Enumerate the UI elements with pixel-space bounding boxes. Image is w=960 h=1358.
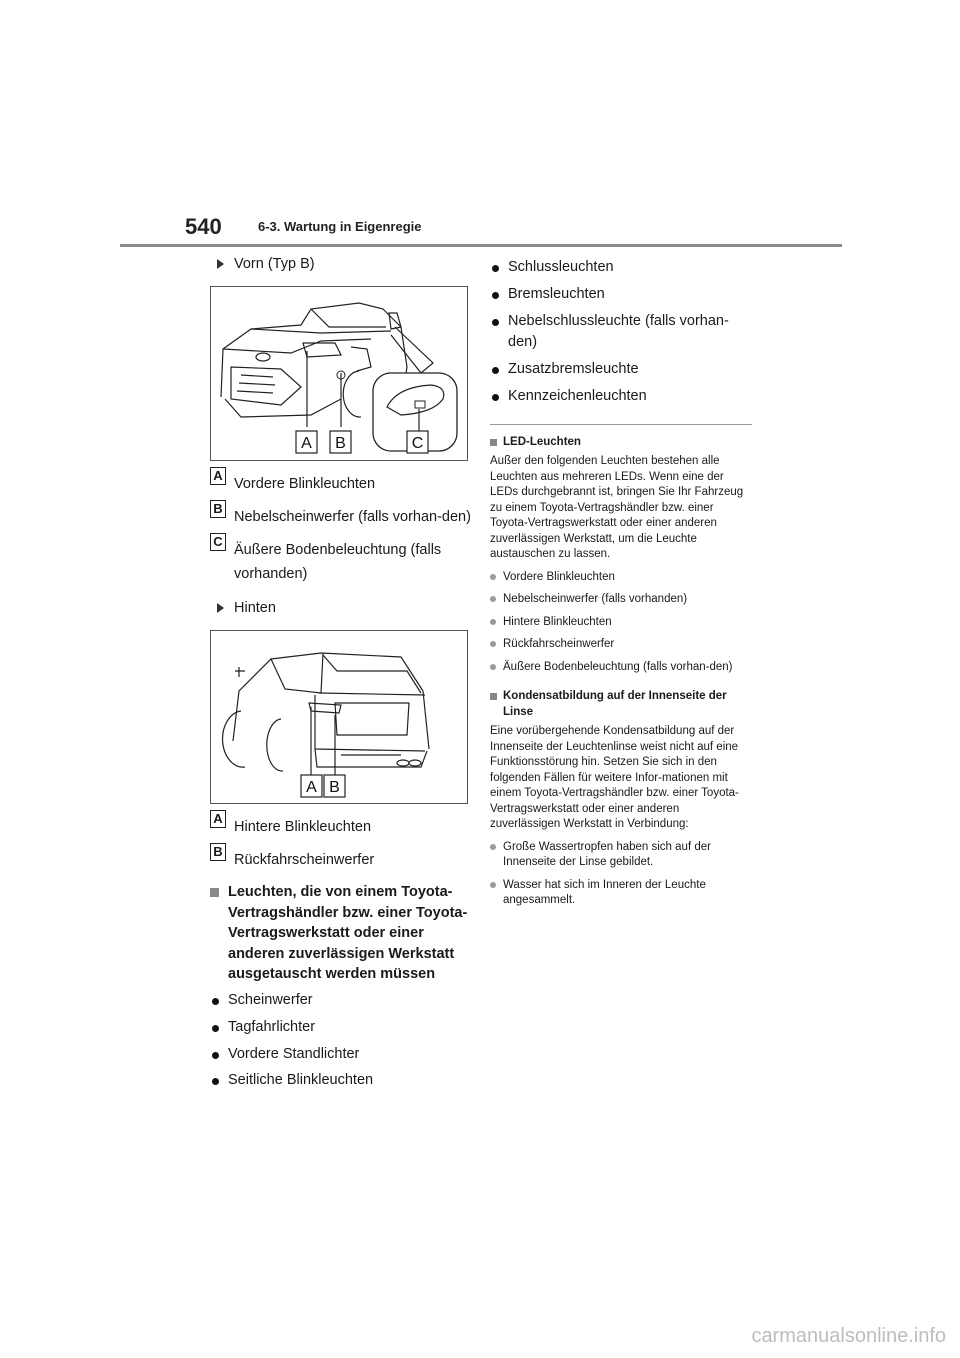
list-item [490,637,752,653]
legend-key-a: A [210,467,226,485]
list-item-text: Wasser hat sich im Inneren der Leuchte angesammelt. [503,878,706,907]
legend-text: Hintere Blinkleuchten [234,818,372,835]
list-item [490,386,752,408]
bullet-icon [490,596,496,602]
triangle-bullet-icon [217,603,224,613]
condensation-heading [490,689,752,720]
page-number: 540 [185,214,222,239]
list-item-text: Vordere Standlichter [228,1045,360,1062]
list-item [490,359,752,381]
legend-key-a: A [210,810,226,828]
list-item [490,592,752,608]
figure-label-b: B [329,778,340,796]
list-item [210,1070,472,1092]
triangle-bullet-icon [217,259,224,269]
list-item [490,660,752,676]
bullet-icon [492,292,499,299]
led-heading [490,435,752,451]
list-item-text: Tagfahrlichter [228,1018,316,1035]
bullet-icon [492,367,499,374]
rear-legend-b [210,843,472,872]
list-item [490,840,752,871]
legend-key-b: B [210,500,226,518]
list-item [490,570,752,586]
list-item-text: Rückfahrscheinwerfer [503,638,615,651]
list-item [490,284,752,306]
bullet-icon [490,641,496,647]
bullet-icon [490,619,496,625]
watermark: carmanualsonline.info [751,1325,946,1347]
legend-key-b: B [210,843,226,861]
bullet-icon [492,265,499,272]
rear-car-figure [210,630,468,804]
square-bullet-icon [210,888,219,897]
list-item-text: Vordere Blinkleuchten [503,570,615,583]
led-heading-text: LED-Leuchten [503,435,581,448]
bullet-icon [212,1025,219,1032]
rear-car-illustration [211,631,467,803]
list-item [210,990,472,1012]
list-item-text: Zusatzbremsleuchte [508,361,639,377]
legend-text: Vordere Blinkleuchten [234,476,376,492]
list-item-text: Nebelschlussleuchte (falls vorhan-den) [508,312,729,351]
list-item [490,311,752,355]
list-item-text: Bremsleuchten [508,285,605,302]
section-divider [490,424,752,425]
section-title: 6-3. Wartung in Eigenregie [258,219,422,234]
rear-heading [210,600,472,616]
list-item-text: Nebelscheinwerfer (falls vorhanden) [503,593,688,606]
bullet-icon [490,882,496,888]
condensation-heading-text: Kondensatbildung auf der Innenseite der Linse [503,690,727,718]
front-car-illustration [211,287,467,460]
bullet-icon [212,1078,219,1085]
condensation-paragraph: Eine vorübergehende Kondensatbildung auf der Innenseite der Leuchtenlinse weist nicht auf eine Funktionsstörung hin. Setzen Sie sich in den folgenden Fällen für weitere Infor-mationen mit einem Toyota-Vertragshändler bzw. einer Toyota-Vertragswerkstatt oder einer anderen zuverlässigen Werkstatt in Verbindung: [490,725,739,831]
list-item-text: Scheinwerfer [228,992,313,1009]
list-item-text: Kennzeichenleuchten [508,387,647,404]
front-legend-a [210,468,472,496]
rear-heading-text: Hinten [234,599,276,616]
left-column [210,252,472,1092]
figure-label-a: A [301,435,312,452]
list-item-text: Äußere Bodenbeleuchtung (falls vorhan-den) [503,660,733,673]
square-bullet-icon [490,693,497,700]
front-legend-b [210,501,472,529]
list-item [490,615,752,631]
list-item-text: Schlussleuchten [508,259,614,275]
figure-label-b: B [335,435,346,452]
list-item [490,878,752,909]
figure-label-c: C [411,435,424,452]
list-item-text: Große Wassertropfen haben sich auf der Innenseite der Linse gebildet. [503,840,711,869]
bullet-icon [492,394,499,401]
dealer-heading [210,882,472,985]
legend-text: Äußere Bodenbeleuchtung (falls vorhanden) [234,542,442,582]
legend-text: Nebelscheinwerfer (falls vorhan-den) [234,509,471,526]
square-bullet-icon [490,439,497,446]
dealer-heading-text: Leuchten, die von einem Toyota-Vertragshändler bzw. einer Toyota-Vertragswerkstatt oder einer anderen zuverlässigen Werkstatt ausgetauscht werden müssen [228,884,468,983]
legend-key-c: C [210,533,226,551]
front-car-figure [210,286,468,461]
list-item [210,1044,472,1066]
bullet-icon [212,1052,219,1059]
front-legend-c [210,534,472,585]
bullet-icon [490,664,496,670]
right-column [490,252,752,909]
bullet-icon [492,319,499,326]
front-heading [210,256,472,272]
led-paragraph: Außer den folgenden Leuchten bestehen alle Leuchten aus mehreren LEDs. Wenn eine der LEDs durchgebrannt ist, bringen Sie Ihr Fahrzeug zu einem Toyota-Vertragshändler bzw. einer Toyota-Vertragswerkstatt oder einer anderen zuverlässigen Werkstatt, um die Leuchte austauschen zu lassen. [490,455,744,561]
list-item [210,1017,472,1039]
bullet-icon [490,844,496,850]
list-item-text: Hintere Blinkleuchten [503,615,612,628]
bullet-icon [212,998,219,1005]
list-item [490,257,752,279]
rear-legend-a [210,810,472,839]
header-divider [120,244,842,247]
figure-label-a: A [306,778,317,796]
front-heading-text: Vorn (Typ B) [234,256,315,272]
legend-text: Rückfahrscheinwerfer [234,851,375,868]
list-item-text: Seitliche Blinkleuchten [228,1072,374,1089]
bullet-icon [490,574,496,580]
